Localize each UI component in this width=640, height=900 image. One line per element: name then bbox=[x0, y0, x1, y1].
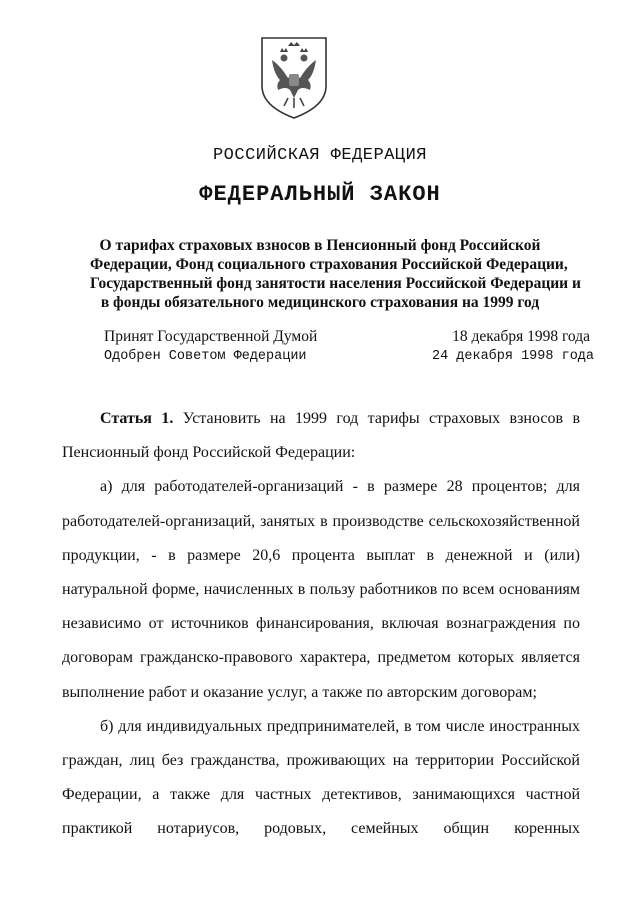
double-headed-eagle-icon bbox=[258, 34, 330, 120]
article-intro-text: Установить на 1999 год тарифы страховых взносов в Пенсионный фонд Российской Федерации: bbox=[62, 410, 580, 462]
adoption-date: 18 декабря 1998 года bbox=[452, 328, 590, 345]
law-title-line: О тарифах страховых взносов в Пенсионный фонд Российской bbox=[99, 237, 541, 254]
law-title-line: Государственный фонд занятости населения Российской Федерации и bbox=[90, 275, 581, 292]
law-title-line: в фонды обязательного медицинского страхования на 1999 год bbox=[100, 294, 540, 311]
article-label: Статья 1. bbox=[100, 410, 174, 427]
article-body bbox=[62, 402, 580, 847]
country-heading: РОССИЙСКАЯ ФЕДЕРАЦИЯ bbox=[212, 146, 428, 165]
adoption-council-row bbox=[104, 349, 594, 369]
article-intro-paragraph bbox=[62, 402, 580, 470]
adoption-label: Принят Государственной Думой bbox=[104, 328, 318, 345]
document-type-heading: ФЕДЕРАЛЬНЫЙ ЗАКОН bbox=[199, 182, 441, 207]
law-title-line: Федерации, Фонд социального страхования Российской Федерации, bbox=[90, 256, 568, 273]
law-title bbox=[90, 236, 581, 312]
article-item-a: а) для работодателей-организаций - в размере 28 процентов; для работодателей-организаций, занятых в производстве сельскохозяйственной продукции, - в размере 20,6 процента выплат в денежной и (или) натуральной форме, начисленных в пользу работников по всем основаниям независимо от источников финансирования, включая вознаграждения по договорам гражданско-правового характера, предметом которых является выполнение работ и оказание услуг, а также по авторским договорам; bbox=[62, 478, 580, 701]
article-item-b: б) для индивидуальных предпринимателей, в том числе иностранных граждан, лиц без гражданства, проживающих на территории Российской Федерации, а также для частных детективов, занимающихся частной практикой нотариусов, родовых, семейных общин коренных bbox=[62, 717, 580, 838]
coat-of-arms-emblem bbox=[258, 34, 330, 120]
adoption-duma-row bbox=[104, 328, 594, 348]
adoption-date: 24 декабря 1998 года bbox=[431, 349, 594, 364]
adoption-label: Одобрен Советом Федерации bbox=[104, 349, 307, 364]
